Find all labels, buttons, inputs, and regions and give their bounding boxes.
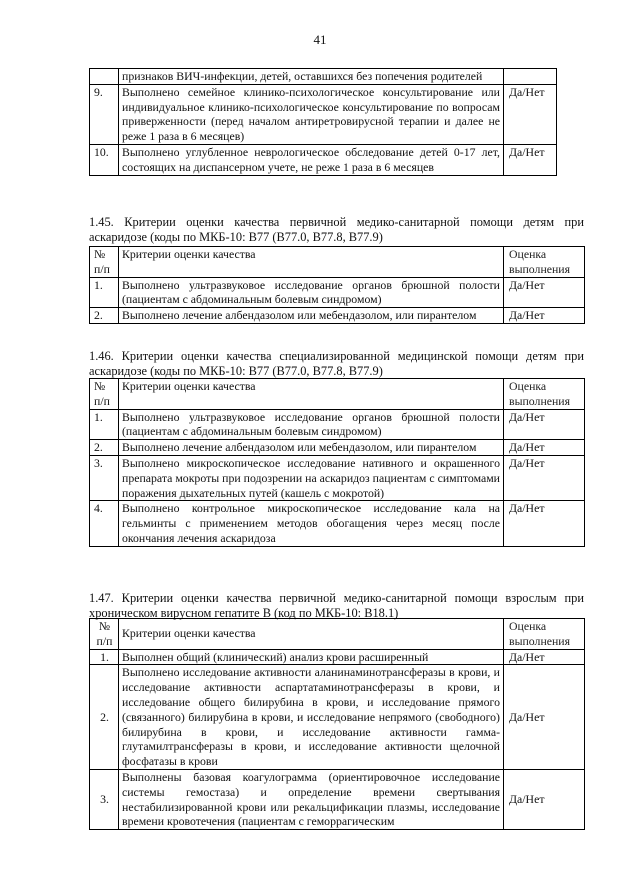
header-criterion: Критерии оценки качества	[119, 379, 504, 410]
row-number: 9.	[90, 84, 119, 144]
table-row	[90, 84, 557, 144]
criteria-table-1-45	[89, 246, 585, 324]
criterion-text: Выполнен общий (клинический) анализ крови расширенный	[119, 649, 504, 665]
row-number: 2.	[90, 665, 119, 770]
criterion-text: признаков ВИЧ-инфекции, детей, оставшихся без попечения родителей	[119, 69, 504, 85]
section-title-1-45: 1.45. Критерии оценки качества первичной медико-санитарной помощи детям при аскаридозе (коды по МКБ-10: B77 (B77.0, B77.8, B77.9)	[89, 215, 584, 244]
row-number: 1.	[90, 409, 119, 440]
criterion-text: Выполнено семейное клинико-психологическое консультирование или индивидуальное клинико-психологическое консультирование по вопросам приверженности (перед началом антиретровирусной терапии и далее не реже 1 раза в 6 месяцев)	[119, 84, 504, 144]
table-row	[90, 308, 585, 324]
table-row	[90, 277, 585, 308]
table-row	[90, 501, 585, 546]
row-number: 4.	[90, 501, 119, 546]
table-header-row	[90, 247, 585, 278]
row-number: 3.	[90, 769, 119, 829]
continued-criteria-table	[89, 68, 557, 176]
row-number: 2.	[90, 440, 119, 456]
page-number: 41	[313, 32, 327, 47]
criterion-text: Выполнены базовая коагулограмма (ориентировочное исследование системы гемостаза) и определение времени свертывания нестабилизированной крови или рекальцификации плазмы, исследование времени кровотечения (пациентам с геморрагическим	[119, 769, 504, 829]
result-value: Да/Нет	[504, 455, 585, 500]
row-number	[90, 69, 119, 85]
result-value: Да/Нет	[504, 409, 585, 440]
table-row	[90, 769, 585, 829]
section-title-1-47: 1.47. Критерии оценки качества первичной медико-санитарной помощи взрослым при хроническом вирусном гепатите B (код по МКБ-10: B18.1)	[89, 591, 584, 620]
result-value: Да/Нет	[504, 144, 557, 175]
header-number: № п/п	[90, 619, 119, 650]
result-value: Да/Нет	[504, 308, 585, 324]
row-number: 1.	[90, 649, 119, 665]
row-number: 1.	[90, 277, 119, 308]
criterion-text: Выполнено исследование активности аланинаминотрансферазы в крови, и исследование активности аспартатаминотрансферазы в крови, и исследование общего билирубина в крови, и исследование прямого (связанного) билирубина в крови, и исследование непрямого (свободного) билирубина в крови, и исследование активности гамма-глутамилтрансферазы в крови, и исследование активности щелочной фосфатазы в крови	[119, 665, 504, 770]
section-title-1-46: 1.46. Критерии оценки качества специализированной медицинской помощи детям при аскаридозе (коды по МКБ-10: B77 (B77.0, B77.8, B77.9)	[89, 349, 584, 378]
table-header-row	[90, 379, 585, 410]
header-criterion: Критерии оценки качества	[119, 619, 504, 650]
row-number: 10.	[90, 144, 119, 175]
result-value: Да/Нет	[504, 769, 585, 829]
header-number: № п/п	[90, 247, 119, 278]
table-row	[90, 409, 585, 440]
criterion-text: Выполнено микроскопическое исследование нативного и окрашенного препарата мокроты при подозрении на аскаридоз пациентам с симптомами поражения дыхательных путей (кашель с мокротой)	[119, 455, 504, 500]
criterion-text: Выполнено лечение албендазолом или мебендазолом, или пирантелом	[119, 308, 504, 324]
criterion-text: Выполнено углубленное неврологическое обследование детей 0-17 лет, состоящих на диспансерном учете, не реже 1 раза в 6 месяцев	[119, 144, 504, 175]
criterion-text: Выполнено лечение албендазолом или мебендазолом, или пирантелом	[119, 440, 504, 456]
row-number: 3.	[90, 455, 119, 500]
criterion-text: Выполнено контрольное микроскопическое исследование кала на гельминты с применением методов обогащения через месяц после окончания лечения аскаридоза	[119, 501, 504, 546]
header-result: Оценка выполнения	[504, 247, 585, 278]
result-value: Да/Нет	[504, 665, 585, 770]
result-value: Да/Нет	[504, 84, 557, 144]
result-value	[504, 69, 557, 85]
row-number: 2.	[90, 308, 119, 324]
criterion-text: Выполнено ультразвуковое исследование органов брюшной полости (пациентам с абдоминальным болевым синдромом)	[119, 409, 504, 440]
table-row	[90, 649, 585, 665]
table-row	[90, 69, 557, 85]
result-value: Да/Нет	[504, 440, 585, 456]
table-row	[90, 665, 585, 770]
header-number: № п/п	[90, 379, 119, 410]
table-header-row	[90, 619, 585, 650]
result-value: Да/Нет	[504, 277, 585, 308]
criteria-table-1-47	[89, 618, 585, 830]
header-result: Оценка выполнения	[504, 379, 585, 410]
header-result: Оценка выполнения	[504, 619, 585, 650]
result-value: Да/Нет	[504, 501, 585, 546]
result-value: Да/Нет	[504, 649, 585, 665]
table-row	[90, 455, 585, 500]
header-criterion: Критерии оценки качества	[119, 247, 504, 278]
table-row	[90, 440, 585, 456]
table-row	[90, 144, 557, 175]
criterion-text: Выполнено ультразвуковое исследование органов брюшной полости (пациентам с абдоминальным болевым синдромом)	[119, 277, 504, 308]
criteria-table-1-46	[89, 378, 585, 547]
